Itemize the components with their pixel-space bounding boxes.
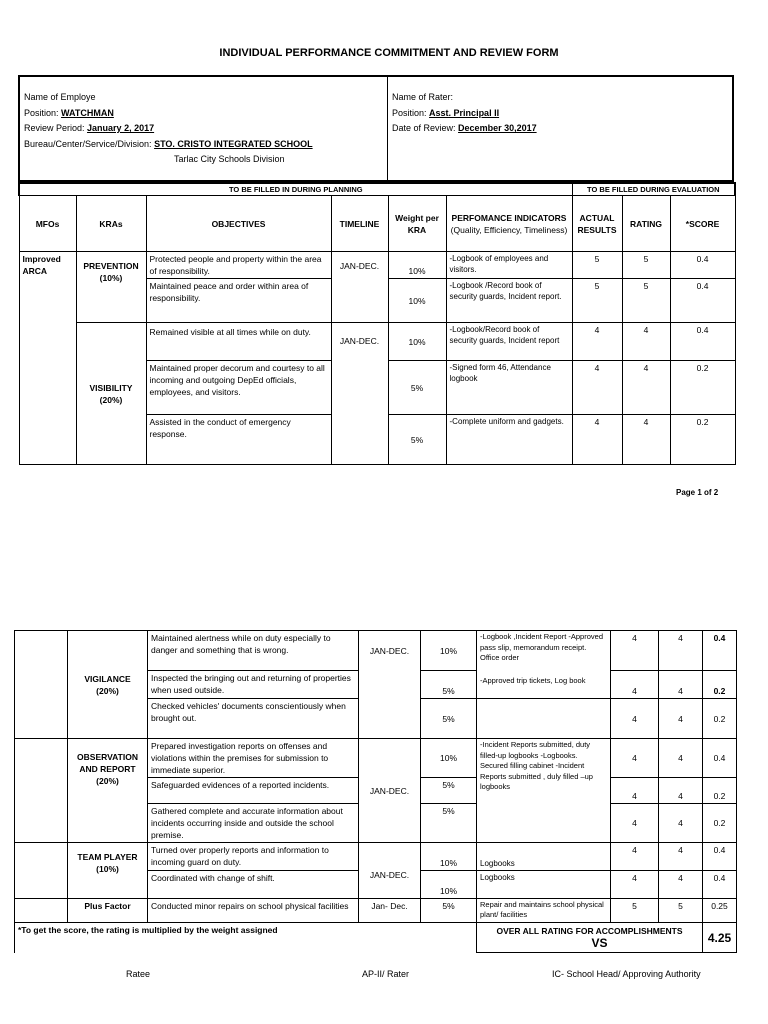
planning-header: TO BE FILLED IN DURING PLANNING xyxy=(19,183,572,196)
header-rating: RATING xyxy=(622,196,670,252)
signature-rater: AP-II/ Rater xyxy=(362,969,410,979)
kra-prevention: PREVENTION (10%) xyxy=(76,252,146,323)
table-row: Maintained peace and order within area of responsibility. 10% -Logbook /Record book of security guards, Incident report. 5 5 0.4 xyxy=(19,279,735,323)
header-indicators: PERFOMANCE INDICATORS (Quality, Efficiency, Timeliness) xyxy=(446,196,572,252)
evaluation-header: TO BE FILLED DURING EVALUATION xyxy=(572,183,735,196)
header-score: *SCORE xyxy=(670,196,735,252)
ratee-position: WATCHMAN xyxy=(61,107,114,118)
table-row: Improved ARCA PREVENTION (10%) Protected people and property within the area of responsibility. JAN-DEC. 10% -Logbook of employees and visitors. 5 5 0.4 xyxy=(19,252,735,279)
rater-name-label: Name of Rater: xyxy=(392,92,454,102)
form-title: INDIVIDUAL PERFORMANCE COMMITMENT AND REVIEW FORM xyxy=(219,47,559,59)
kra-plus-factor: Plus Factor xyxy=(68,899,148,923)
table-row xyxy=(15,923,737,953)
ratee-name-label: Name of Employe xyxy=(24,92,96,102)
review-date: December 30,2017 xyxy=(458,123,537,133)
header-actual: ACTUAL RESULTS xyxy=(572,196,622,252)
table-row: Maintained proper decorum and courtesy to all incoming and outgoing DepEd officials, employees, and visitors. 5% -Signed form 46, Attendance logbook 4 4 0.2 xyxy=(19,361,735,415)
rater-position: Asst. Principal II xyxy=(429,107,500,118)
signature-approver: IC- School Head/ Approving Authority xyxy=(552,969,701,979)
table-row: VIGILANCE (20%) Maintained alertness while on duty especially to danger and something that is wrong. JAN-DEC. 10% -Logbook ,Incident Report -Approved pass slip, memorandum receipt. Office order -Approved trip tickets, Log book 4 4 0.4 xyxy=(15,631,737,671)
header-timeline: TIMELINE xyxy=(331,196,388,252)
table-row: Plus Factor Conducted minor repairs on school physical facilities Jan- Dec. 5% Repair and maintains school physical plant/ facilities 5 5 0.25 xyxy=(15,899,737,923)
overall-score: 4.25 xyxy=(703,923,737,953)
school-name: STO. CRISTO INTEGRATED SCHOOL xyxy=(154,138,313,149)
kra-team-player: TEAM PLAYER (10%) xyxy=(68,843,148,899)
table-row: Assisted in the conduct of emergency response. 5% -Complete uniform and gadgets. 4 4 0.2 xyxy=(19,415,735,465)
header-objectives: OBJECTIVES xyxy=(146,196,331,252)
signature-ratee: Ratee xyxy=(126,969,151,979)
page1-table xyxy=(18,182,736,465)
header-kra: KRAs xyxy=(76,196,146,252)
table-row: OBSERVATION AND REPORT (20%) Prepared investigation reports on offenses and violations within the premises for submission to immediate superior. JAN-DEC. 10% -Incident Reports submitted, duty filled-up logbooks -Logbooks. Secured filling cabinet -Incident Reports submitted , duly filled –up logbooks 4 4 0.4 xyxy=(15,739,737,778)
employee-info-box xyxy=(18,75,734,182)
kra-observation: OBSERVATION AND REPORT (20%) xyxy=(68,739,148,843)
overall-label: OVER ALL RATING FOR ACCOMPLISHMENTS VS xyxy=(477,923,703,953)
score-note: *To get the score, the rating is multiplied by the weight assigned xyxy=(15,923,477,953)
table-row: Coordinated with change of shift. 10% Logbooks 4 4 0.4 xyxy=(15,871,737,899)
division-name: Tarlac City Schools Division xyxy=(174,154,285,164)
page2-table xyxy=(14,630,737,953)
mfo-cell: Improved ARCA xyxy=(19,252,76,465)
table-row: TEAM PLAYER (10%) Turned over properly reports and information to incoming guard on duty. JAN-DEC. 10% Logbooks 4 4 0.4 xyxy=(15,843,737,871)
header-mfo: MFOs xyxy=(19,196,76,252)
kra-vigilance: VIGILANCE (20%) xyxy=(68,631,148,739)
table-row: Inspected the bringing out and returning of properties when used outside. 5% 4 4 0.2 xyxy=(15,671,737,699)
ratee-info: Name of Employe Position: WATCHMAN Review Period: January 2, 2017 Bureau/Center/Service/Division: STO. CRISTO INTEGRATED SCHOOL Tarlac City Schools Division xyxy=(20,77,388,180)
table-row: Safeguarded evidences of a reported incidents. 5% 4 4 0.2 xyxy=(15,778,737,804)
table-row: Gathered complete and accurate information about incidents occurring inside and outside the school premise. 5% 4 4 0.2 xyxy=(15,804,737,843)
table-row: VISIBILITY (20%) Remained visible at all times while on duty. JAN-DEC. 10% -Logbook/Record book of security guards, Incident report 4 4 0.4 xyxy=(19,323,735,361)
rater-info: Name of Rater: Position: Asst. Principal II Date of Review: December 30,2017 xyxy=(388,77,732,193)
page-number: Page 1 of 2 xyxy=(676,488,719,497)
overall-adjectival: VS xyxy=(591,936,608,950)
header-weight: Weight per KRA xyxy=(388,196,446,252)
review-period: January 2, 2017 xyxy=(87,123,155,133)
table-row: Checked vehicles' documents conscientiously when brought out. 5% 4 4 0.2 xyxy=(15,699,737,739)
kra-visibility: VISIBILITY (20%) xyxy=(76,323,146,465)
